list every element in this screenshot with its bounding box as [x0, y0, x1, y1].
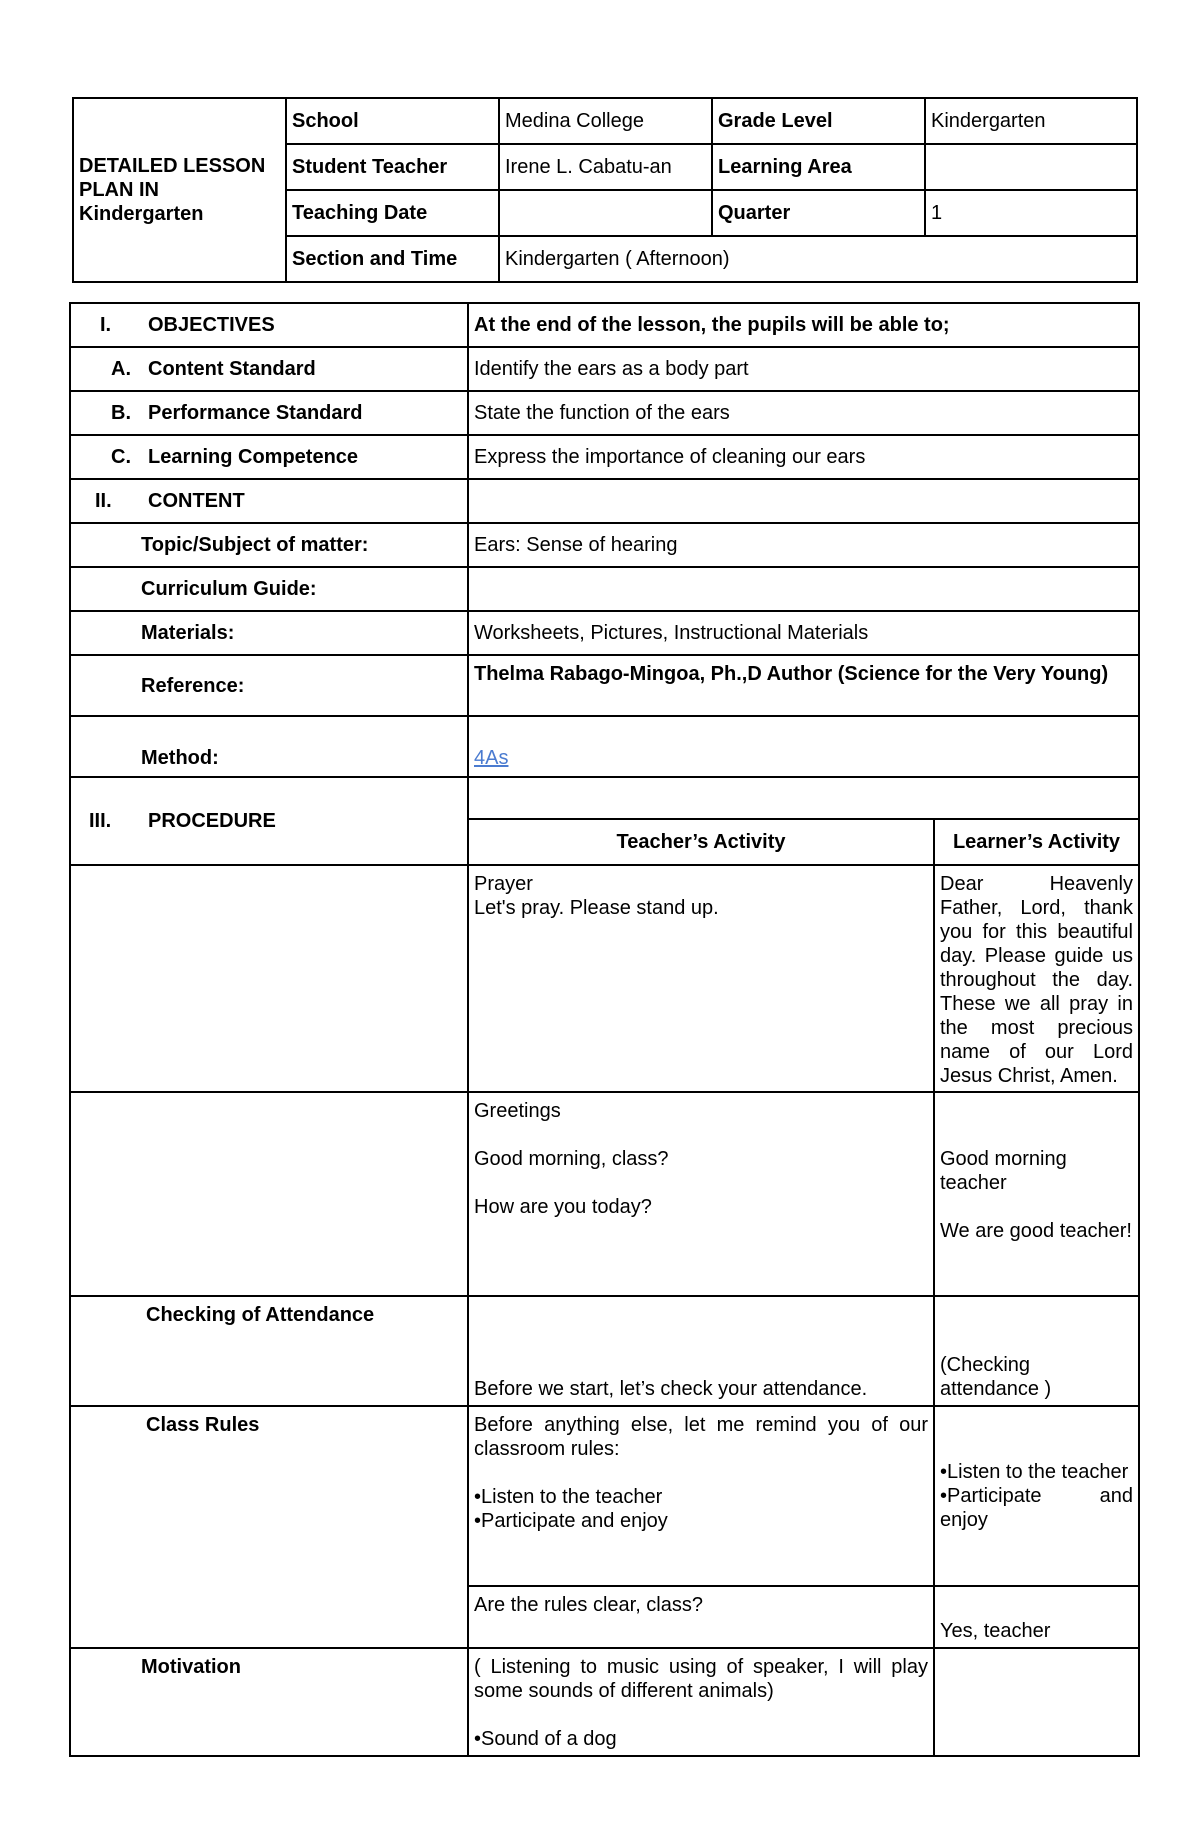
- rules-answer: Yes, teacher: [934, 1586, 1139, 1648]
- teacher-label: Student Teacher: [286, 144, 499, 190]
- motivation-teacher-cell: [468, 1648, 934, 1756]
- area-label: Learning Area: [712, 144, 925, 190]
- performance-standard-value: State the function of the ears: [468, 391, 1139, 435]
- school-label: School: [286, 98, 499, 144]
- content-standard-value: Identify the ears as a body part: [468, 347, 1139, 391]
- greetings-morning: Good morning, class?: [474, 1148, 669, 1170]
- teacher-activity-header: Teacher’s Activity: [468, 819, 934, 865]
- teacher-value: Irene L. Cabatu-an: [499, 144, 712, 190]
- learning-competence-label: C. Learning Competence: [70, 435, 468, 479]
- method-cell: [468, 716, 1139, 777]
- date-label: Teaching Date: [286, 190, 499, 236]
- grade-value: Kindergarten: [925, 98, 1137, 144]
- attendance-label: Checking of Attendance: [70, 1296, 468, 1406]
- class-rules-label: Class Rules: [70, 1406, 468, 1648]
- materials-value: Worksheets, Pictures, Instructional Materials: [468, 611, 1139, 655]
- greetings-reply-1: Good morning teacher: [940, 1148, 1067, 1194]
- rules-intro: Before anything else, let me remind you of our classroom rules:: [474, 1414, 928, 1460]
- greetings-label-cell: [70, 1092, 468, 1296]
- header-table: [72, 97, 1138, 283]
- reference-label: Reference:: [70, 655, 468, 716]
- procedure-heading: III. PROCEDURE: [70, 777, 468, 865]
- content-heading: II. CONTENT: [70, 479, 468, 523]
- prayer-label-cell: [70, 865, 468, 1092]
- reference-value: Thelma Rabago-Mingoa, Ph.,D Author (Science for the Very Young): [468, 655, 1139, 716]
- school-value: Medina College: [499, 98, 712, 144]
- area-value: [925, 144, 1137, 190]
- greetings-title: Greetings: [474, 1100, 561, 1122]
- section-label: Section and Time: [286, 236, 499, 282]
- section-value: Kindergarten ( Afternoon): [499, 236, 1137, 282]
- prayer-learner-cell: Dear Heavenly Father, Lord, thank you for this beautiful day. Please guide us throughout the day. These we all pray in the most precious name of our Lord Jesus Christ, Amen.: [934, 865, 1139, 1092]
- plan-title: DETAILED LESSON PLAN IN Kindergarten: [73, 98, 286, 282]
- rules-teacher-cell: [468, 1406, 934, 1586]
- greetings-how-are-you: How are you today?: [474, 1196, 652, 1218]
- prayer-teacher-cell: [468, 865, 934, 1092]
- attendance-learner: (Checking attendance ): [934, 1296, 1139, 1406]
- materials-label: Materials:: [70, 611, 468, 655]
- motivation-item-1: •Sound of a dog: [474, 1728, 617, 1750]
- content-standard-label: A. Content Standard: [70, 347, 468, 391]
- prayer-title: Prayer: [474, 873, 533, 895]
- content-heading-blank: [468, 479, 1139, 523]
- method-link[interactable]: 4As: [474, 747, 509, 769]
- procedure-heading-blank: [468, 777, 1139, 819]
- rules-item-1: •Listen to the teacher: [474, 1486, 663, 1508]
- greetings-teacher-cell: [468, 1092, 934, 1296]
- learning-competence-value: Express the importance of cleaning our ears: [468, 435, 1139, 479]
- learner-activity-header: Learner’s Activity: [934, 819, 1139, 865]
- rules-learner-2: •Participate and enjoy: [940, 1485, 1133, 1531]
- performance-standard-label: B. Performance Standard: [70, 391, 468, 435]
- rules-learner-1: •Listen to the teacher: [940, 1461, 1129, 1483]
- prayer-instruction: Let's pray. Please stand up.: [474, 897, 719, 919]
- date-value: [499, 190, 712, 236]
- quarter-label: Quarter: [712, 190, 925, 236]
- method-label: Method:: [70, 716, 468, 777]
- rules-item-2: •Participate and enjoy: [474, 1510, 668, 1532]
- attendance-teacher: Before we start, let’s check your attendance.: [468, 1296, 934, 1406]
- motivation-learner-cell: [934, 1648, 1139, 1756]
- grade-label: Grade Level: [712, 98, 925, 144]
- topic-label: Topic/Subject of matter:: [70, 523, 468, 567]
- curriculum-guide-value: [468, 567, 1139, 611]
- greetings-learner-cell: [934, 1092, 1139, 1296]
- topic-value: Ears: Sense of hearing: [468, 523, 1139, 567]
- motivation-intro: ( Listening to music using of speaker, I will play some sounds of different animals): [474, 1656, 928, 1702]
- objectives-intro: At the end of the lesson, the pupils will be able to;: [468, 303, 1139, 347]
- objectives-heading: I. OBJECTIVES: [70, 303, 468, 347]
- greetings-reply-2: We are good teacher!: [940, 1220, 1132, 1242]
- curriculum-guide-label: Curriculum Guide:: [70, 567, 468, 611]
- quarter-value: 1: [925, 190, 1137, 236]
- motivation-label: Motivation: [70, 1648, 468, 1756]
- lesson-table: [69, 302, 1140, 1757]
- rules-question: Are the rules clear, class?: [468, 1586, 934, 1648]
- rules-learner-cell: [934, 1406, 1139, 1586]
